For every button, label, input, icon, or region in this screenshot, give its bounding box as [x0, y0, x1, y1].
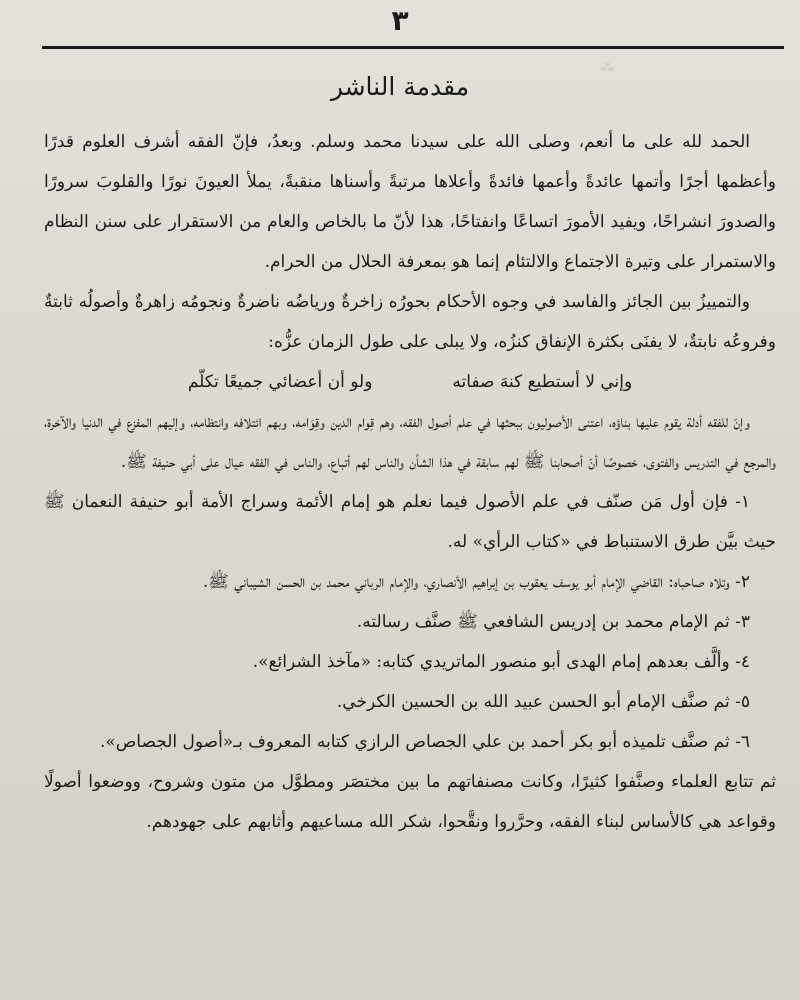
bleed-through-text: ⁂	[600, 60, 614, 76]
header-rule	[42, 46, 784, 49]
paragraph-distinction: والتمييزُ بين الجائز والفاسد في وجوه الأحكام بحورُه زاخرةٌ ورياضُه ناضرةٌ ونجومُه زاهرةٌ وأصولُه ثابتةٌ وفروعُه نابتةٌ، لا يفنَى بكثرة الإنفاق كنزُه، ولا يبلى على طول الزمان عزُّه:	[44, 292, 776, 352]
body-text	[44, 122, 776, 842]
poem-hemistich-first: وإني لا أستطيع كنهَ صفاته	[452, 372, 633, 392]
poem-hemistich-second: ولو أن أعضائي جميعًا تكلّم	[187, 372, 373, 392]
paragraph-intro: الحمد لله على ما أنعم، وصلى الله على سيدنا محمد وسلم. وبعدُ، فإنّ الفقه أشرف العلوم قدرًا وأعظمها أجرًا وأتمها عائدةً وأعمها فائدةً وأعلاها مرتبةً وأسناها منقبةً، يملأ العيونَ نورًا والقلوبَ سرورًا والصدورَ انشراحًا، ويفيد الأمورَ اتساعًا وانفتاحًا، هذا لأنّ ما بالخاص والعام من الاستقرار على سنن النظام والاستمرار على وتيرة الاجتماع والالتئام إنما هو بمعرفة الحلال من الحرام.	[44, 132, 776, 272]
list-item-2: ٢- وتلاه صاحباه: القاضي الإمام أبو يوسف يعقوب بن إبراهيم الأنصاري، والإمام الرباني محمد بن الحسن الشيباني ﷺ.	[202, 572, 750, 592]
paragraph-closing: ثم تتابع العلماء وصنَّفوا كثيرًا، وكانت مصنفاتهم ما بين مختصَر ومطوَّل من متون وشروح، ووضعوا أصولًا وقواعد هي كالأساس لبناء الفقه، وحرَّروا ونقَّحوا، شكر الله مساعيهم وأثابهم على جهودهم.	[44, 772, 776, 832]
list-item-5: ٥- ثم صنَّف الإمام أبو الحسن عبيد الله بن الحسين الكرخي.	[336, 692, 750, 712]
page-number: ٣	[391, 4, 409, 37]
list-item-3: ٣- ثم الإمام محمد بن إدريس الشافعي ﷺ صنَّف رسالته.	[356, 612, 750, 632]
paragraph-usul: وإنّ للفقه أدلة يقوم عليها بناؤه، اعتنى الأصوليون ببحثها في علم أصول الفقه، وهم قِوام الدين وقِوَامه، وبهم ائتلافه وانتظامه، وإليهم المفزع في الدنيا والآخرة، والمرجع في التدريس والفتوى، خصوصًا أنّ أصحابنا ﷺ لهم سابقة في هذا الشأن والناس لهم أتباع، والناس في الفقه عيال على أبي حنيفة ﷺ.	[44, 412, 776, 472]
list-item-4: ٤- وألَّف بعدهم إمام الهدى أبو منصور الماتريدي كتابه: «مآخذ الشرائع».	[252, 652, 750, 672]
list-item-6: ٦- ثم صنَّف تلميذه أبو بكر أحمد بن علي الجصاص الرازي كتابه المعروف بـ«أصول الجصاص».	[99, 732, 750, 752]
poem-verse	[44, 362, 776, 402]
section-title: مقدمة الناشر	[330, 72, 470, 101]
list-item-1: ١- فإن أول مَن صنّف في علم الأصول فيما نعلم هو إمام الأئمة وسراج الأمة أبو حنيفة النعمان ﷺ حيث بيَّن طرق الاستنباط في «كتاب الرأي» له.	[44, 492, 776, 552]
